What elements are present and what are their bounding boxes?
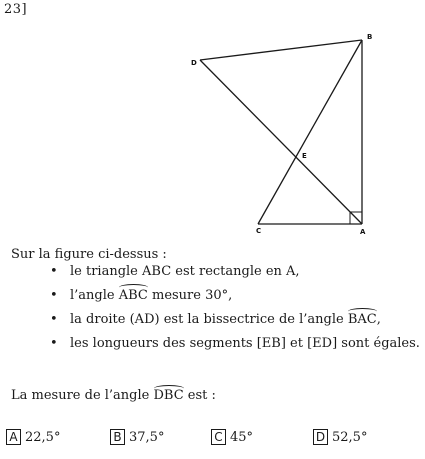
question-text xyxy=(11,388,216,403)
label-c: C xyxy=(256,227,262,235)
condition-item xyxy=(48,311,420,328)
segment-cb xyxy=(258,40,362,224)
condition-text: l’angle xyxy=(70,288,119,303)
choice-letter-box[interactable]: D xyxy=(313,429,328,445)
segment-db xyxy=(200,40,362,60)
label-e: E xyxy=(302,152,307,160)
question-before: La mesure de l’angle xyxy=(11,388,154,403)
choice-value: 45° xyxy=(230,429,254,445)
conditions-list xyxy=(48,263,420,359)
question-after: est : xyxy=(183,388,216,403)
condition-text: mesure 30°, xyxy=(147,288,233,303)
question-number: 23] xyxy=(4,2,28,17)
condition-text: le triangle ABC est rectangle en A, xyxy=(70,264,300,279)
condition-text: les longueurs des segments [EB] et [ED] sont égales. xyxy=(70,336,420,351)
choice-c[interactable] xyxy=(211,429,253,445)
condition-text: , xyxy=(376,312,381,327)
choice-d[interactable] xyxy=(313,429,367,445)
label-d: D xyxy=(191,59,197,67)
label-b: B xyxy=(367,33,373,41)
choice-value: 37,5° xyxy=(129,429,165,445)
segment-da xyxy=(200,60,362,224)
choice-letter-box[interactable]: B xyxy=(110,429,125,445)
angle-notation-bac: BAC xyxy=(347,312,377,327)
condition-item xyxy=(48,335,420,352)
condition-text: la droite (AD) est la bissectrice de l’angle xyxy=(70,312,348,327)
choice-value: 52,5° xyxy=(332,429,368,445)
choice-b[interactable] xyxy=(110,429,164,445)
condition-item xyxy=(48,263,420,280)
figure-intro: Sur la figure ci-dessus : xyxy=(11,247,167,262)
choice-letter-box[interactable]: C xyxy=(211,429,226,445)
choice-letter-box[interactable]: A xyxy=(6,429,21,445)
choice-a[interactable] xyxy=(6,429,60,445)
label-a: A xyxy=(360,228,366,236)
condition-item xyxy=(48,287,420,304)
angle-notation-abc: ABC xyxy=(118,288,148,303)
angle-notation-dbc: DBC xyxy=(153,388,184,403)
choice-value: 22,5° xyxy=(25,429,61,445)
